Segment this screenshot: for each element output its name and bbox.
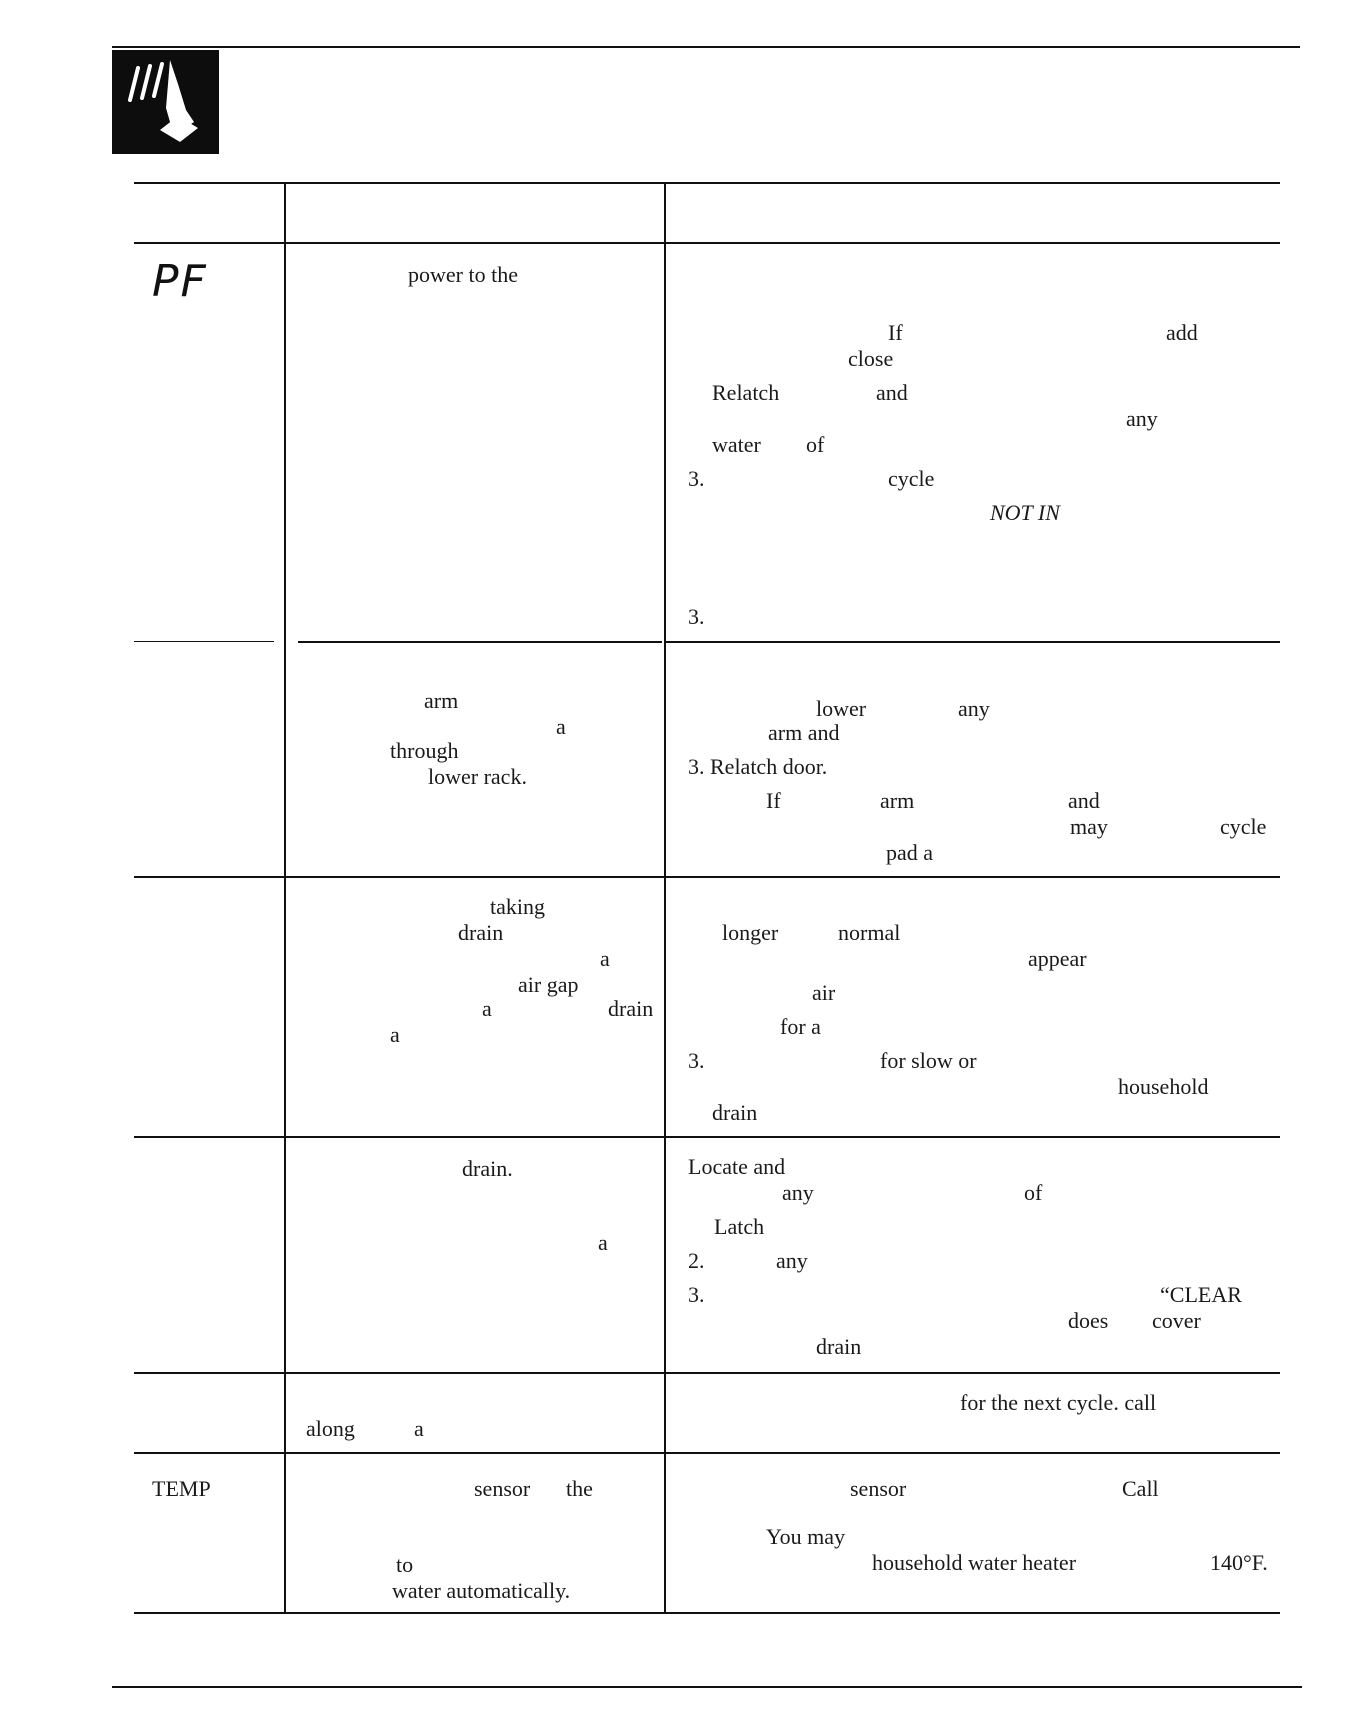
solution-text: arm and	[768, 720, 840, 745]
solution-text: of	[806, 432, 825, 457]
solution-text: air	[812, 980, 836, 1005]
cause-text: sensor	[474, 1476, 531, 1501]
solution-text: any	[776, 1248, 808, 1273]
solution-text: pad a	[886, 840, 934, 865]
cause-text: a	[556, 714, 566, 739]
solution-text: “CLEAR	[1160, 1282, 1242, 1307]
cause-text: through	[390, 738, 459, 763]
cause-text: arm	[424, 688, 459, 713]
solution-text: 3.	[688, 604, 705, 629]
solution-text: for a	[780, 1014, 821, 1039]
solution-text: Locate and	[688, 1154, 786, 1179]
cause-text: power to the	[408, 262, 518, 287]
cause-text: to	[396, 1552, 414, 1577]
cause-text: air gap	[518, 972, 579, 997]
solution-text: any	[782, 1180, 814, 1205]
solution-text: may	[1070, 814, 1108, 839]
cause-text: a	[390, 1022, 400, 1047]
solution-text: does	[1068, 1308, 1109, 1333]
cause-text: the	[566, 1476, 593, 1501]
solution-text: of	[1024, 1180, 1043, 1205]
solution-text: cycle	[1220, 814, 1267, 839]
solution-text: You may	[766, 1524, 846, 1549]
cause-text: lower rack.	[428, 764, 527, 789]
solution-text: cycle	[888, 466, 935, 491]
solution-text: normal	[838, 920, 901, 945]
footer-rule	[112, 1686, 1302, 1688]
cause-text: water automatically.	[392, 1578, 571, 1603]
error-code-temp: TEMP	[152, 1476, 211, 1501]
solution-text: 3.	[688, 1282, 705, 1307]
cause-text: a	[598, 1230, 608, 1255]
cause-text: drain	[608, 996, 654, 1021]
solution-text: household	[1118, 1074, 1209, 1099]
solution-text: cover	[1152, 1308, 1201, 1333]
cause-text: a	[600, 946, 610, 971]
solution-text: sensor	[850, 1476, 907, 1501]
solution-text: longer	[722, 920, 779, 945]
solution-text: and	[876, 380, 908, 405]
solution-text: 2.	[688, 1248, 705, 1273]
cause-text: taking	[490, 894, 545, 919]
cause-text: along	[306, 1416, 355, 1441]
error-code-pf: PF	[152, 256, 208, 307]
solution-text: Latch	[714, 1214, 765, 1239]
solution-text: close	[848, 346, 894, 371]
solution-text: NOT IN	[990, 500, 1060, 525]
solution-text: Call	[1122, 1476, 1159, 1501]
solution-text: water	[712, 432, 761, 457]
solution-text: any	[1126, 406, 1158, 431]
solution-text: If	[888, 320, 903, 345]
finger-pressing-button-icon	[112, 50, 219, 154]
solution-text: for slow or	[880, 1048, 977, 1073]
solution-text: 3.	[688, 466, 705, 491]
solution-text: appear	[1028, 946, 1087, 971]
header-rule	[112, 46, 1300, 48]
solution-text: If	[766, 788, 781, 813]
solution-text: 3.	[688, 1048, 705, 1073]
solution-text: drain	[712, 1100, 758, 1125]
solution-text: 140°F.	[1210, 1550, 1268, 1575]
solution-text: and	[1068, 788, 1100, 813]
solution-text: Relatch	[712, 380, 780, 405]
solution-text: for the next cycle. call	[960, 1390, 1157, 1415]
solution-text: drain	[816, 1334, 862, 1359]
solution-text: lower	[816, 696, 867, 721]
solution-text: arm	[880, 788, 915, 813]
solution-text: household water heater	[872, 1550, 1077, 1575]
solution-text: add	[1166, 320, 1198, 345]
cause-text: a	[414, 1416, 424, 1441]
cause-text: a	[482, 996, 492, 1021]
cause-text: drain.	[462, 1156, 513, 1181]
solution-text: 3. Relatch door.	[688, 754, 828, 779]
solution-text: any	[958, 696, 990, 721]
cause-text: drain	[458, 920, 504, 945]
